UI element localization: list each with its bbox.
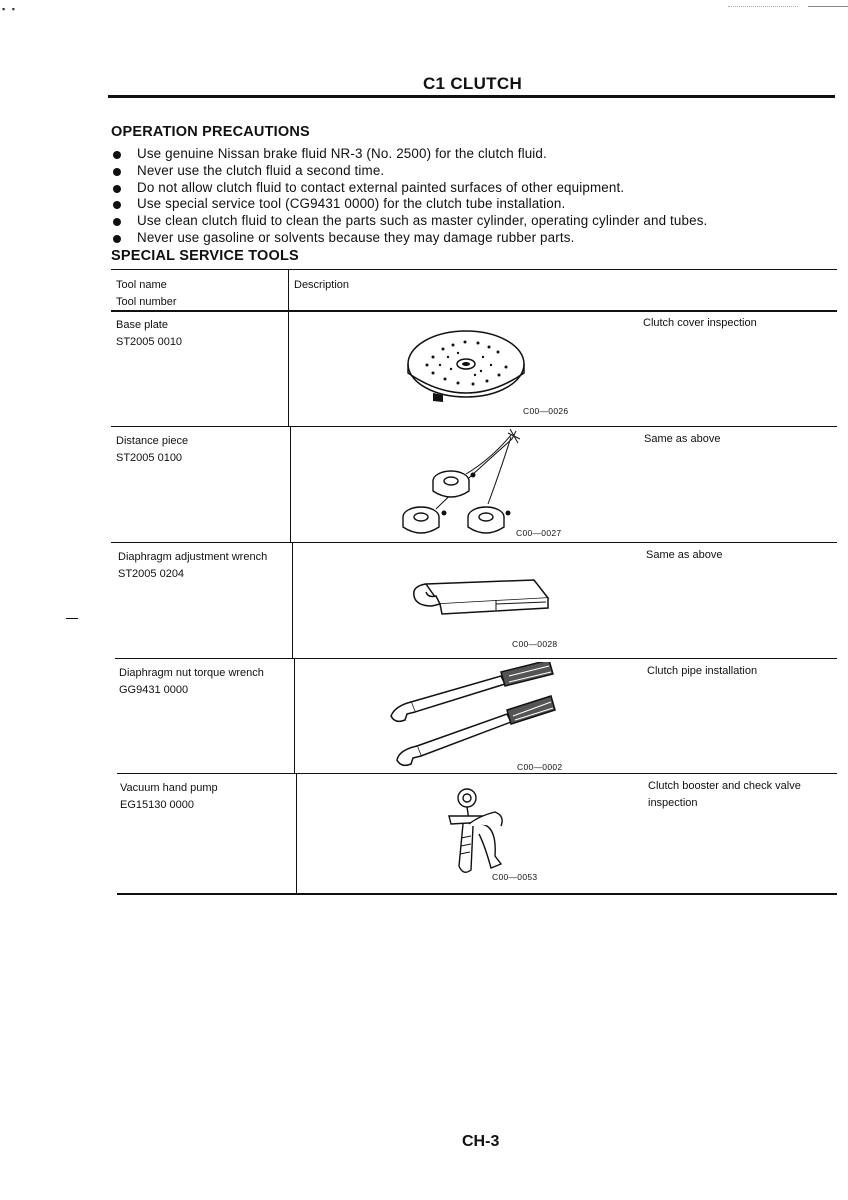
table-rule xyxy=(117,773,837,774)
illustration-code: C00—0028 xyxy=(512,639,558,649)
column-divider xyxy=(290,426,291,543)
page-title: C1 CLUTCH xyxy=(422,74,523,93)
tool-number: ST2005 0010 xyxy=(116,336,183,348)
header-tool-number: Tool number xyxy=(116,296,177,308)
torque-wrench-icon xyxy=(381,662,561,772)
tool-description: Same as above xyxy=(646,549,723,561)
table-rule xyxy=(111,542,837,543)
list-item: Use special service tool (CG9431 0000) for the clutch tube installation. xyxy=(111,196,836,213)
table-rule xyxy=(111,310,837,312)
title-rule xyxy=(108,95,835,98)
illustration-code: C00—0002 xyxy=(517,762,563,772)
column-divider xyxy=(296,773,297,894)
tool-description: Clutch cover inspection xyxy=(643,317,757,329)
special-service-tools-heading: SPECIAL SERVICE TOOLS xyxy=(111,248,299,264)
list-item: Never use the clutch fluid a second time. xyxy=(111,163,836,180)
table-rule xyxy=(115,658,837,659)
tool-name: Vacuum hand pump xyxy=(120,782,218,794)
column-divider xyxy=(288,269,289,427)
list-item: Do not allow clutch fluid to contact external painted surfaces of other equipment. xyxy=(111,180,836,197)
illustration-code: C00—0027 xyxy=(516,528,562,538)
tool-description: Clutch pipe installation xyxy=(647,665,758,677)
tool-name: Distance piece xyxy=(116,435,189,447)
tool-number: EG15130 0000 xyxy=(120,799,195,811)
column-divider xyxy=(294,658,295,774)
illustration-code: C00—0053 xyxy=(492,872,538,882)
scan-mark: ▪ ▪ xyxy=(2,4,17,14)
table-rule xyxy=(111,269,837,270)
tool-description: Clutch booster and check valve inspection xyxy=(648,780,801,809)
table-row-tool-cell xyxy=(120,780,290,814)
column-divider xyxy=(292,542,293,659)
illustration-code: C00—0026 xyxy=(523,406,569,416)
precautions-list xyxy=(111,146,836,247)
tool-number: ST2005 0100 xyxy=(116,452,183,464)
adjustment-wrench-icon xyxy=(406,574,566,624)
tool-number: ST2005 0204 xyxy=(118,568,185,580)
table-row-tool-cell xyxy=(116,433,188,467)
table-row-tool-cell xyxy=(116,317,182,351)
header-tool-name: Tool name xyxy=(116,279,167,291)
tool-number: GG9431 0000 xyxy=(119,684,189,696)
table-rule xyxy=(111,426,837,427)
list-item: Never use gasoline or solvents because they may damage rubber parts. xyxy=(111,230,836,247)
scan-mark-line xyxy=(728,6,798,7)
table-row-tool-cell xyxy=(119,665,289,699)
operation-precautions-heading: OPERATION PRECAUTIONS xyxy=(111,124,310,140)
tools-table xyxy=(111,269,837,894)
list-item: Use clean clutch fluid to clean the parts such as master cylinder, operating cylinder and tubes. xyxy=(111,213,836,230)
tool-name: Diaphragm nut torque wrench xyxy=(119,667,264,679)
table-rule xyxy=(117,893,837,895)
vacuum-pump-icon xyxy=(441,786,521,886)
tool-name: Base plate xyxy=(116,319,168,331)
column-header-description: Description xyxy=(294,279,350,291)
distance-piece-icon xyxy=(396,429,526,539)
base-plate-icon xyxy=(403,327,533,412)
list-item: Use genuine Nissan brake fluid NR-3 (No. 2500) for the clutch fluid. xyxy=(111,146,836,163)
table-row-tool-cell xyxy=(118,549,288,583)
tool-name: Diaphragm adjustment wrench xyxy=(118,551,268,563)
margin-mark xyxy=(66,618,78,619)
page-number: CH-3 xyxy=(462,1133,500,1150)
scan-mark-line xyxy=(808,6,848,7)
tool-description: Same as above xyxy=(644,433,721,445)
column-header-tool xyxy=(116,277,177,311)
